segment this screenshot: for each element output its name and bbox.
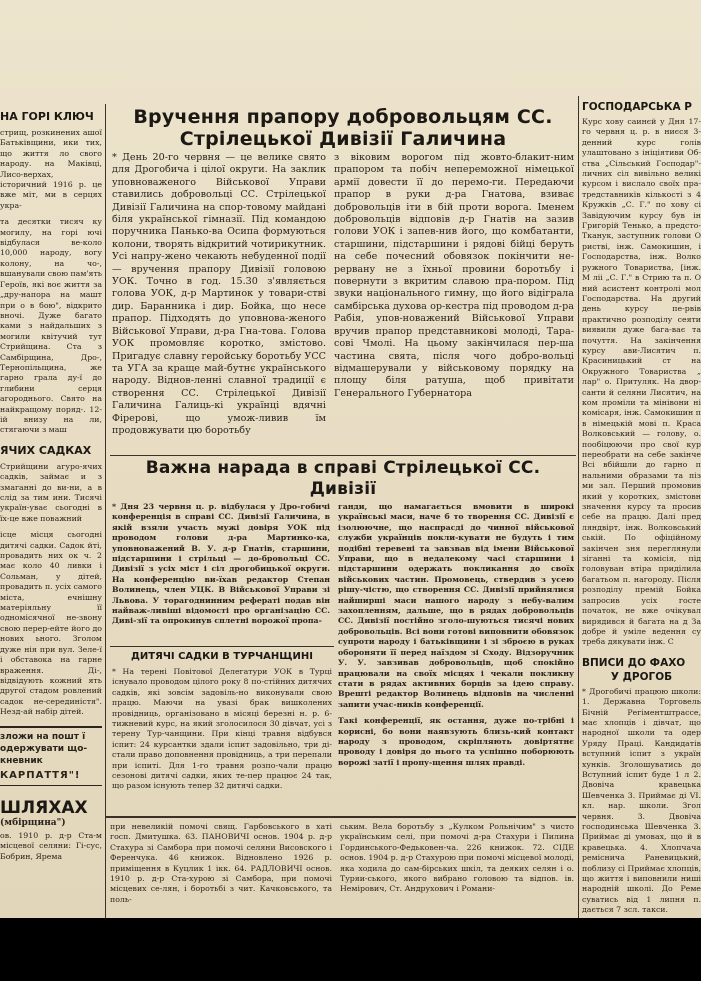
right-column bbox=[582, 100, 701, 918]
headline-important-meeting: Важна нарада в справі Стрілецької СС. Дивізії bbox=[145, 458, 541, 499]
left-text-1: стрищ, розкинених ашої Батьківщини, ики тих, що життя ло свого народу. на Маківці, Лисо-верхах, історичний 1916 р. це вже міт, ми в серцях укра- bbox=[0, 128, 102, 210]
article-2-col-2b: Такі конференції, як остання, дуже по-трібні і корисні, бо вони наявзують близь-кий контакт народу з проводом, скріпляють довіртятнє проводу і довіря до нього та успішно поборюють ворожі затії і пропу-щення шлях правді. bbox=[338, 716, 574, 767]
subscribe-paper-name: КАРПАТТЯ"! bbox=[0, 769, 81, 781]
headline-banner-presentation: Вручення прапору добровольцям СС. Стрілецької Дивізії Галичина bbox=[133, 106, 553, 150]
article-2-col-2: ганди, що намагається вмовити в широкі українські маси, наче б то творення СС. Дивізії є ізолюючне, що наспрасді до чинної військової служби українців покли-кувати не будуть і тим подібні теревені та завзвав від імени Військової Управи, що в недалекому часі старшини і підстаршини одержать покликання до своїх військових частин. Промовець, ствердив з усею рішу-чістю, що створення СС. Дивізії прийнялися найширші маси нашого народу з небу-валим захопленням, дальше, що в рядах добровольців СС. Дивізії постійно зголо-шуються тисячі нових добровольців. Всі вони готові виповнити обовязок супроти народу і батьківщини і зі зброєю в руках обороняти її перед наїздом зі Сходу. Відзоручник У. У. завзивав добровольців, щоб спокійно працювали на своїх місцях і чекали покликну стати в рядах активних борців за ідею справу. Врешті редактор Волинець відповів на численні запити учас-ників конференції. bbox=[338, 502, 574, 709]
article-2-col-2-wrap bbox=[338, 502, 574, 812]
article-kids bbox=[112, 650, 332, 810]
right-heading-2b: У ДРОГОБ bbox=[610, 670, 673, 683]
bottom-col-2: ським. Вела боротьбу з „Кулком Рольнічим" з чисто українським селі, при помочі д-ра Стахури і Пилина Гординського-Федьковен-ча. 226 книжок. 72. СІДЕ основ. 1904 р. д-р Стахурою при помочі місцевої молоді, яка ходила до сам-бірських шкіл, та деяких селян і о. Туряи-ського, якого вибрано головою та відпов. ів. Немірович, Ст. Андрухович і Романи- bbox=[340, 822, 574, 894]
left-column bbox=[0, 108, 102, 918]
left-text-4: ісце місця сьогодні дитячі садки. Садок йті, провадить них ок ч. 2 має коло 40 ливки і Сольман, у дітей, провадить п. усіх самого міста, ечнішну матеріяльну її одномісячної не-звону свою перер-ейте його до нових ьного. Зголом дуже нія при вул. Зеле-ї і обставока на гарне враження. Ді-, відвідують кожний ять другої стадом ровлений садок не-серединістя". Незд-ай набір дітей. bbox=[0, 530, 102, 717]
rule-under-article-1 bbox=[110, 455, 576, 456]
right-heading-1: ГОСПОДАРСЬКА Р bbox=[582, 101, 692, 113]
column-rule-right bbox=[578, 96, 579, 918]
right-heading-2: ВПИСИ ДО ФАХО bbox=[582, 656, 686, 669]
rule-above-kids bbox=[110, 646, 334, 647]
left-heading-2: ЯЧИХ САДКАХ bbox=[0, 443, 92, 457]
kids-text: * На терені Повітової Делегатури УОК в Турці існувало проводом цілого року 8 по-стійних дитячих садків, які зовсім задовіль-но виконували свою працю. Маючи на увазі брак вишколених провідниць, організовано в місяці березні н. р. 6-тижневий курс, на який зголосилося 30 дівчат, усі з терену Тур-чанщини. При кінці травня відбувся іспит: 24 курсантки здали іспит задовільно, три ді-стали право доповнення провідниць, а три перепали при іспиті. Для 1-го травня розпо-чали працю сезонові дитячі садки, яких те-пер працює 24 так, що разом існують тепер 32 дитячі садки. bbox=[112, 667, 332, 791]
left-text-5: ов. 1910 р. д-р Ста-м місцевої селяни: Гі-сус, Бобрин, Ярема bbox=[0, 830, 102, 861]
left-subscribe-box bbox=[0, 726, 102, 786]
article-1-col-1: * День 20-го червня — це велике свято для Дрогобича і цілої округи. На заклик уповноваженого Військової Управи ставились добровольці СС. Стрілецької Дивізії Галичина на спор-товому майдані біля української гімназії. Під командою поручника Панько-ва Осипа формуються колони, творять відкритий чотирикутник. Усі напру-жено чекають небуденної події — вручення прапору Дивізії головою УОК. Точно в год. 15.30 з'являється голова УОК, д-р Мартинок у товари-стві дир. Баранника і дир. Бойка, що несе прапор. Підходять до уповнова-женого Військової Управи, д-ра Гна-това. Голова УОК промовляє коротко, змістово. Пригадує славну геройську боротьбу УСС та УГА за краще май-бутнє українського народу. Віднов-ленні славної традиції є створення СС. Стрілецької Дивізії Галичина Галиць-кі українці вдячні Фірерові, що умож-ливив їм продовжувати цю боротьбу bbox=[112, 152, 326, 436]
right-text-1: Курс хову саинєй у Дня 17-го червня ц. р. в ниєся 3-денний курс голів улаштовано з ініціятиви Об-ства „Сільський Господар"-личних сіл вивільно великі курсом і вислало своїх пра-тредставників кількості з 4 Кружків „С. Г." по хову сі Завідуючим курсу був ін Григорій Тенько, а предсто-Тканук, заступник голови О ристві, інж. Самокишин, і Господарства, інж. Волко ружного Товариства, [інж. М ліі „С. Г." в Стрию та п. О ний асистент контролі мол Господарства. На другий день курсу пе-рвів практично розподілу сеяти виявили дуже бага-ває та почуття. На закінчення курсу ави-Лисятич п. Красиницький ст на Окружного Товариства „ лар" о. Притуляк. На двор-санти й селяни Лисятич, на ком проміли та мінівони ні комісаря, інж. Самокишин п в німецькій мові п. Краса Волковський — голову, о. пообіцюючи про свої кур переобрати на себе закінче Всі вбійшли до гарно п нальними образами та піз ми зал. Перший промовив який у коротких, змістовн значення курсу та просив себе на працю. Далі пред ляндвірт, інж. Волковський ській. По офіційному закінчен зня переглянули зіганні та комісія, під головуван втіра приділила багатьом п. нагороду. Після розподілу премій Бойка запросив усіх госте початок, не вже очікувал вирядився й багата на д За добре й уміле ведення су треба дякувати інж. С bbox=[582, 117, 701, 647]
subscribe-text: злoжи на пошт ї одержувати що-кневник bbox=[0, 731, 88, 766]
scan-black-border bbox=[0, 918, 701, 981]
left-text-3: Стрийщини агуро-ячих садків, займає и з змаганні до ви-ни, а в слід за тим ини. Тисячі україн-уває сьогодні в їх-це вже поважний bbox=[0, 461, 102, 523]
left-text-2: та десятки тисяч ку могилу, на горі ючі відбулася ве-коло 10,000 народу, вогу колону, на чо-, вшанували свою пам'ять Героїв, які воє життя за „дру-напора на машт при о в бою", відкрито вночі. Дуже багато ками з найдальших з могили квітучий тут Стрийщина. Ста з Самбірщина, Дро-, Тернопільщина, жe гарно грала ду-ї до глибини серця агороднього. Свято на найкращому поряд-. 12-ій внизу на ли, стягаючи з маш bbox=[0, 217, 102, 435]
left-heading-1: НА ГОРІ КЛЮЧ bbox=[0, 110, 94, 123]
article-2-col-1: * Дня 23 червня ц. р. відбулася у Дро-гобичі конференція в справі СС. Дивізії Галичина, в якій взяли участь мужі довіря УОК під проводом голови д-ра Мартинко-ка, уповноважений В. У. д-р Гнатів, старшини, підстаршини і стрільці — до-бровольці СС. Дивізії з усіх міст і сіл дрогобицької округи. На конференцію ви-їхав редактор Степан Волинець, член УЦК. В Військової Управи зі Львова. У торагоднинним рефераті подав він найваж-ливіші відомості про організацію СС. Диві-зії та опрокинув сплетні ворожої пропа- bbox=[112, 502, 330, 626]
kids-headline: ДИТЯЧІ САДКИ В ТУРЧАНЩИНІ bbox=[131, 651, 313, 662]
right-text-2: * Дрогобичі працюю школи: 1. Державна Торговель Бічній Регіментштрассе, має хлопців і дівчат, що народної школи та одер Уряду Праці. Кандидатів вступний іспит з україн хунків. Зголошуватись до Вступний іспит буде 1 л 2. Двовіча кравецька Шевченка 3. Приймає ді VI. кл. нар. школи. Згол червня. 3. Двовіча господинська Шевченка 3. Приймає ді умовах, що й в кравецька. 4. Хлопчача реміснича Раневицький, поблизу сі Приймає хлопців, що життя і виповнили ниші народній школі. До Реме суватись від 1 липня п. дається 7 зсл. такси. bbox=[582, 686, 701, 915]
rule-above-bottom bbox=[106, 816, 576, 818]
bottom-col-1: при невеликій помочі свящ. Гарбовського в хаті госп. Дмитушка. 63. ПАНОВИЧІ основ. 1904 р. д-р Стахура зі Самбора при помочі селяни Висовского і Ференчука. 46 книжок. Відновлено 1926 р. приміщення в Куцлик 1 ікк. 64. РАДЛОВИЧІ основ. 1910 р. д-р Ста-хурою зі Самбора, при помочі місцевих се-лян, і боротьбі з чит. Качковського, та поль- bbox=[110, 822, 332, 904]
column-rule-left bbox=[105, 104, 106, 918]
left-sub-3: (мбірщина") bbox=[0, 817, 66, 828]
article-1-col-2: з віковим ворогом під жовто-блакит-ним прапором та побіч непереможної німецької армії довести її до перемо-ги. Передаючи прапор в руки д-ра Гнатова, взиває добровольців іти в бій проти ворога. Іменем добровольців відповів д-р Гнатів на зазив голови УОК і запев-нив його, що комбатанти, старшини, підстаршини і рядові бійці беруть на себе почесний обовязок покінчити не-рервану не з їхньої провини боротьбу і повернути з вкритим славою пра-пором. Під звуки національного гимну, що його відіграла самбірська духова ор-кестра під проводом д-ра Рабія, упов-новажений Військової Управи вручив прапор представникові молоді, Тара-сові Чмолі. На цьому закінчилася пер-ша частина свята, після чого добро-вольці відмашерували у військовому порядку на площу біля ратуша, щоб привітати Генерального Губернатора bbox=[334, 152, 574, 399]
left-heading-3: ШЛЯХАХ bbox=[0, 797, 88, 818]
